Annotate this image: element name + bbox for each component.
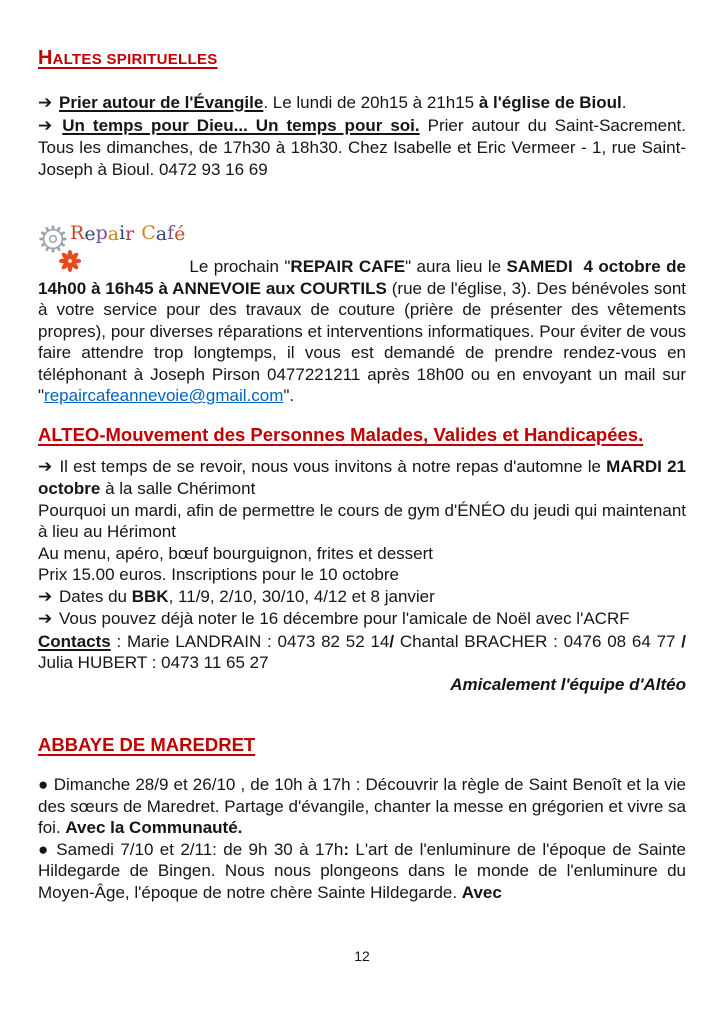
arrow-icon: ➔ bbox=[38, 93, 53, 113]
item-text: : Marie LANDRAIN : 0473 82 52 14 bbox=[110, 631, 390, 651]
item-text: Prier autour du Saint-Sacrement. Tous les dimanches, de 17h30 à 18h30. Chez Isabelle et Eric Vermeer - 1, rue Saint-Joseph à Bioul. 0472 93 16 69 bbox=[38, 115, 686, 179]
paragraph-alteo-prix bbox=[38, 564, 686, 586]
item-bold-text: / bbox=[681, 631, 686, 651]
item-bold-text: Avec bbox=[461, 882, 502, 902]
logo-letter: f bbox=[167, 222, 175, 244]
section-title-abbaye bbox=[38, 733, 686, 756]
paragraph-alteo-dates-bbk bbox=[38, 586, 686, 609]
logo-letter: é bbox=[174, 223, 186, 245]
item-text: , 11/9, 2/10, 30/10, 4/12 et 8 janvier bbox=[168, 586, 435, 606]
paragraph-alteo-repas bbox=[38, 456, 686, 500]
paragraph-abbaye-dimanche bbox=[38, 774, 686, 839]
paragraph-un-temps-pour-dieu bbox=[38, 115, 686, 181]
item-bold-text: Avec la Communauté. bbox=[65, 818, 243, 837]
logo-letter: a bbox=[155, 223, 168, 245]
item-text: à la salle Chérimont bbox=[100, 479, 256, 498]
paragraph-alteo-menu bbox=[38, 543, 686, 565]
paragraph-repair-cafe bbox=[38, 220, 686, 407]
item-bold-text: BBK bbox=[131, 586, 169, 606]
bullet-icon: ● bbox=[38, 775, 49, 794]
section-title-abbaye-text: ABBAYE DE MAREDRET bbox=[38, 734, 256, 755]
flower-icon bbox=[59, 250, 81, 272]
item-text: . Le lundi de 20h15 à 21h15 bbox=[263, 93, 479, 112]
section-title-alteo bbox=[38, 423, 686, 446]
item-title: Prier autour de l'Évangile bbox=[58, 93, 264, 112]
logo-letter: R bbox=[70, 222, 85, 244]
signature-text: Amicalement l'équipe d'Altéo bbox=[450, 674, 686, 694]
section-title-haltes bbox=[38, 46, 686, 71]
item-text: Dimanche 28/9 et 26/10 , de 10h à 17h : Découvrir la règle de Saint Benoît et la vie des sœurs de Maredret. Partage d'évangile, chanter la messe en grégorien et vivre sa foi. bbox=[38, 775, 686, 837]
alteo-signature bbox=[38, 674, 686, 696]
item-text: Chantal BRACHER : 0476 08 64 77 bbox=[394, 631, 682, 651]
item-bold-text: SAMEDI 4 octobre de 14h00 à 16h45 à ANNEVOIE aux COURTILS bbox=[38, 257, 686, 298]
arrow-icon: ➔ bbox=[38, 456, 53, 477]
paragraph-alteo-contacts bbox=[38, 631, 686, 674]
page-number: 12 bbox=[354, 948, 370, 964]
item-bold-text: REPAIR CAFE bbox=[290, 257, 406, 276]
item-text: Samedi 7/10 et 2/11: de 9h 30 à 17h bbox=[49, 839, 344, 859]
item-bold-text: MARDI 21 octobre bbox=[38, 456, 686, 498]
section-title-alteo-text: ALTEO-Mouvement des Personnes Malades, Valides et Handicapées. bbox=[38, 423, 644, 445]
item-text: Il est temps de se revoir, nous vous invitons à notre repas d'automne le bbox=[54, 456, 607, 476]
arrow-icon: ➔ bbox=[38, 586, 53, 607]
item-text: L'art de l'enluminure de l'époque de Sainte Hildegarde de Bingen. Nous nous plongeons dans le monde de l'enluminure du Moyen-Âge, l'époque de notre chère Sainte Hildegarde. bbox=[38, 839, 686, 902]
item-bold-text: : bbox=[343, 839, 349, 859]
item-text: Le prochain " bbox=[189, 257, 291, 276]
logo-letter: C bbox=[141, 222, 156, 244]
paragraph-alteo-pourquoi bbox=[38, 500, 686, 543]
item-text: . bbox=[621, 93, 627, 112]
item-title: Un temps pour Dieu... Un temps pour soi. bbox=[62, 115, 420, 135]
logo-letter: e bbox=[84, 223, 96, 245]
logo-letter: r bbox=[125, 223, 135, 245]
arrow-icon: ➔ bbox=[38, 609, 53, 629]
item-text: Julia HUBERT : 0473 11 65 27 bbox=[38, 653, 269, 672]
paragraph-alteo-noel bbox=[38, 608, 686, 631]
logo-letter: i bbox=[119, 222, 126, 244]
logo-letter: p bbox=[95, 222, 108, 244]
item-text: Prix 15.00 euros. Inscriptions pour le 10 octobre bbox=[38, 565, 399, 584]
item-text: ". bbox=[283, 386, 295, 405]
section-title-haltes-rest: ALTES SPIRITUELLES bbox=[52, 51, 218, 68]
item-bold-text: à l'église de Bioul bbox=[478, 93, 622, 112]
item-text: Dates du bbox=[54, 586, 132, 606]
paragraph-abbaye-samedi bbox=[38, 839, 686, 904]
item-text: Vous pouvez déjà noter le 16 décembre pour l'amicale de Noël avec l'ACRF bbox=[54, 609, 630, 628]
item-text: Pourquoi un mardi, afin de permettre le cours de gym d'ÉNÉO du jeudi qui maintenant à lieu au Hérimont bbox=[38, 500, 686, 541]
item-bold-text: / bbox=[389, 631, 395, 651]
bullet-icon: ● bbox=[38, 839, 50, 859]
repair-cafe-logo bbox=[38, 220, 184, 272]
repair-cafe-logo-text bbox=[70, 222, 185, 244]
logo-letter: a bbox=[107, 223, 120, 245]
item-text: " aura lieu le bbox=[405, 257, 507, 276]
item-text: (rue de l'église, 3). Des bénévoles sont à votre service pour des travaux de couture (prière de présenter des vêtements propres), pour diverses réparations et interventions informatiques. Pour éviter de vous faire attendre trop longtemps, il vous est demandé de prendre rendez-vous en téléphonant à Joseph Pirson 0477221211 après 18h00 ou en envoyant un mail sur " bbox=[38, 278, 686, 405]
contacts-label: Contacts bbox=[38, 631, 111, 651]
email-link[interactable]: repaircafeannevoie@gmail.com bbox=[44, 386, 284, 405]
section-title-haltes-initial: H bbox=[38, 47, 53, 69]
arrow-icon: ➔ bbox=[38, 115, 53, 136]
paragraph-prier-evangile bbox=[38, 92, 686, 115]
item-text: Au menu, apéro, bœuf bourguignon, frites et dessert bbox=[38, 543, 434, 563]
